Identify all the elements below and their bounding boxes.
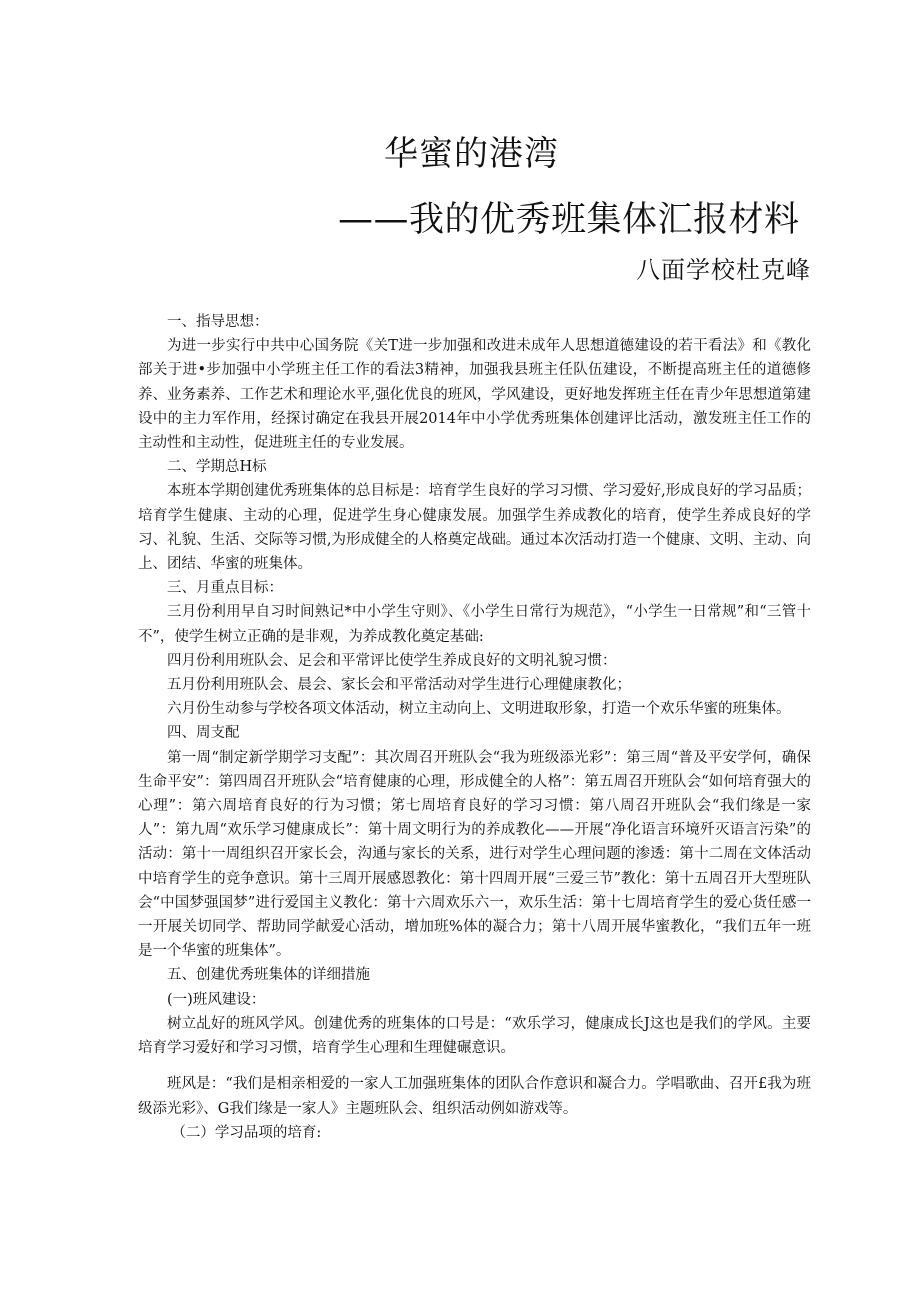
paragraph: 树立乩好的班风学风。创建优秀的班集体的口号是：“欢乐学习，健康成长J这也是我们的学风。主要培育学习爱好和学习习惯，培育学生心理和生理健碾意识。 xyxy=(138,1015,811,1057)
document-title: 华蜜的港湾 xyxy=(384,134,559,174)
paragraph: 本班本学期创建优秀班集体的总目标是：培育学生良好的学习习惯、学习爱好,形成良好的学习品质；培育学生健康、主动的心理，促进学生身心健康发展。加强学生养成教化的培育，使学生养成良好的学习、礼貌、生活、交际等习惯,为形成健全的人格奠定战础。通过本次活动打造一个健康、文明、主动、向上、团结、华蜜的班集体。 xyxy=(138,483,811,573)
paragraph: 为进一步实行中共中心国务院《关T进一步加强和改进未成年人思想道德建设的若干看法》和《教化部关于进•步加强中小学班主任工作的看法3精神，加强我县班主任队伍建设，不断提高班主任的道德修养、业务素养、工作艺术和理论水平,强化优良的班风，学风建设，更好地发挥班主任在青少年思想道第建设中的主力军作用，经探讨确定在我县开展2014年中小学优秀班集体创建评比活动，激发班主任工作的主动性和主动性，促进班主任的专业发展。 xyxy=(138,338,811,452)
document-body xyxy=(138,310,811,1145)
paragraph: 四月份利用班队会、足会和平常评比使学生养成良好的文明礼貌习惯： xyxy=(167,652,617,669)
section-heading-weekly-plan: 四、周支配 xyxy=(167,725,240,742)
paragraph: 五月份利用班队会、晨会、家长会和平常活动对学生进行心理健康教化； xyxy=(167,677,631,694)
section-heading-measures: 五、创建优秀班集体的详细措施 xyxy=(167,967,370,984)
document-subtitle: ——我的优秀班集体汇报材料 xyxy=(338,200,800,240)
paragraph: 三月份利用早自习时间熟记*中小学生守则》、《小学生日常行为规范》，“小学生一日常规”和“三管十不”，使学生树立正确的是非观，为养成教化奠定基础: xyxy=(138,604,811,645)
subsection-heading-class-spirit: (一)班风建设： xyxy=(167,991,266,1008)
paragraph: 六月份生动参与学校各项文体活动，树立主动向上、文明进取形象，打造一个欢乐华蜜的班集体。 xyxy=(167,701,791,718)
section-heading-monthly-goals: 三、月重点目标： xyxy=(167,580,283,597)
subsection-heading-learning-quality: （二）学习品项的培育: xyxy=(171,1124,322,1141)
document-author: 八面学校杜克峰 xyxy=(636,256,811,284)
section-heading-guiding-thought: 一、指导思想： xyxy=(167,314,269,330)
paragraph: 第一周“制定新学期学习支配”：其次周召开班队会“我为班级添光彩”：第三周“普及平安学何，确保生命平安”：第四周召开班队会“培育健康的心理，形成健全的人格”：第五周召开班队会“如何培育强大的心理”：第六周培育良好的行为习惯；笫七周培育良好的学习习惯：第八周召开班队会“我们缘是一家人”：第九周“欢乐学习健康成长”：第十周文明行为的养成教化——开展“净化语言环境歼灭语言污染”的活动：第十一周组织召开家长会，沟通与家长的关系，进行对学生心理问题的渗透：第十二周在文体活动中培育学生的竞争意识。第十三周开展感恩教化：第十四周开展“三爱三节”教化：第十五周召开大型班队会“中国梦强国梦”进行爱国主义教化：第十六周欢乐六一，欢乐生活：第十七周培育学生的爱心货任感一一开展关切同学、帮助同学献爱心活动，增加班%体的凝合力；第十八周开展华蜜教化，“我们五年一班是一个华蜜的班集体”。 xyxy=(138,749,811,960)
paragraph: 班风是：“我们是相亲相爱的一家人工加强班集体的团队合作意识和凝合力。学唱歌曲、召开£我为班级添光彩》、G我们缘是一家人》主题班队会、组织活动例如游戏等。 xyxy=(138,1076,811,1117)
section-heading-semester-goal: 二、学期总H标 xyxy=(167,459,267,476)
